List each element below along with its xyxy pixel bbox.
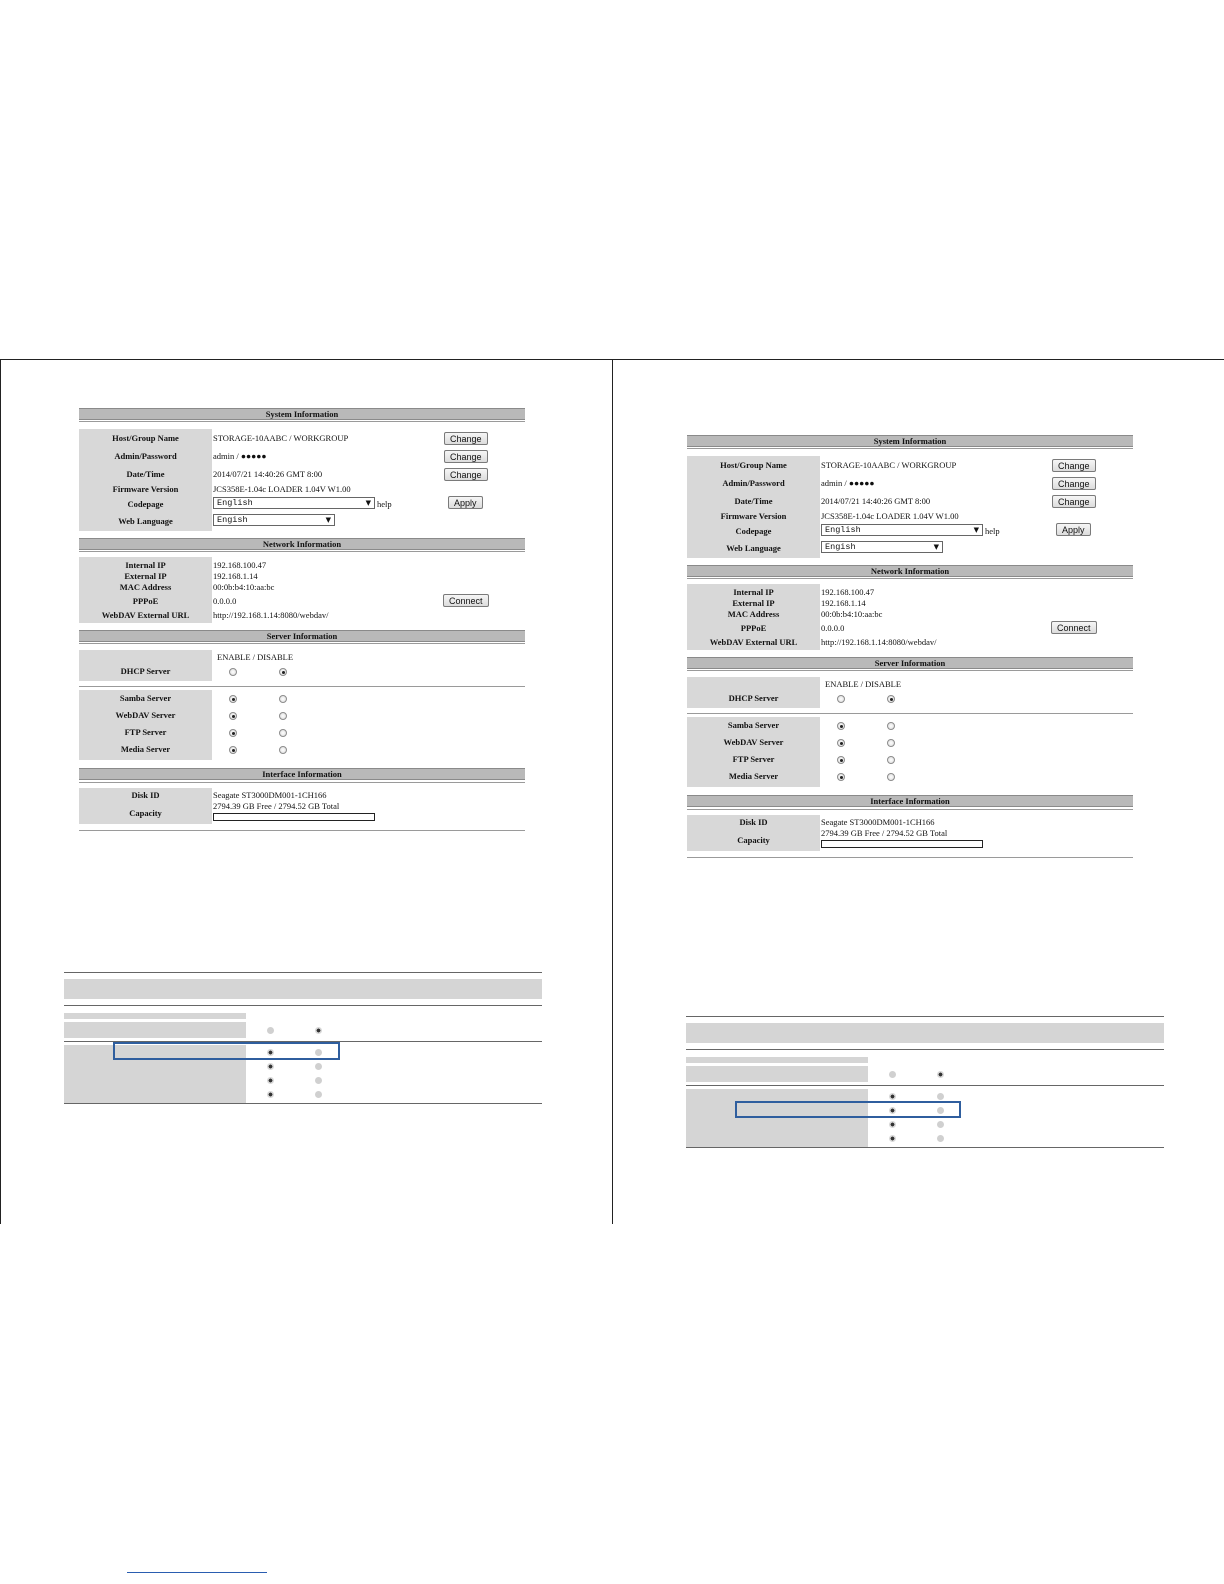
ftp-disable-radio[interactable] <box>887 756 895 764</box>
webdav-disable-radio[interactable] <box>279 712 287 720</box>
divider <box>687 448 1133 449</box>
change-host-button[interactable]: Change <box>1052 459 1096 472</box>
ftp-enable-radio[interactable] <box>889 1121 896 1128</box>
apply-codepage-button[interactable]: Apply <box>1056 523 1091 536</box>
internal-ip-label: Internal IP <box>125 560 166 570</box>
host-value: STORAGE-10AABC / WORKGROUP <box>821 460 957 470</box>
firmware-label: Firmware Version <box>112 484 179 494</box>
webdav-url-label: WebDAV External URL <box>101 610 190 620</box>
firmware-value: JCS358E-1.04c LOADER 1.04V W1.00 <box>821 511 959 521</box>
media-enable-radio[interactable] <box>889 1135 896 1142</box>
server-info-header: Server Information <box>79 630 525 642</box>
samba-disable-radio[interactable] <box>279 695 287 703</box>
label-column <box>64 1013 246 1019</box>
pppoe-label: PPPoE <box>740 623 767 633</box>
internal-ip-value: 192.168.100.47 <box>213 560 267 570</box>
ftp-enable-radio[interactable] <box>229 729 237 737</box>
divider <box>64 1005 542 1006</box>
enable-disable-header: ENABLE / DISABLE <box>217 652 294 662</box>
dhcp-disable-radio[interactable] <box>887 695 895 703</box>
mac-value: 00:0b:b4:10:aa:bc <box>213 582 275 592</box>
divider <box>79 830 525 831</box>
webdav-disable-radio[interactable] <box>887 739 895 747</box>
webdav-enable-radio[interactable] <box>837 739 845 747</box>
divider <box>79 643 525 644</box>
media-enable-radio[interactable] <box>837 773 845 781</box>
ftp-disable-radio[interactable] <box>937 1121 944 1128</box>
weblang-label: Web Language <box>726 543 781 553</box>
weblang-select[interactable] <box>821 541 943 553</box>
ftp-enable-radio[interactable] <box>267 1077 274 1084</box>
mac-label: MAC Address <box>727 609 780 619</box>
server-info-header: Server Information <box>687 657 1133 669</box>
internal-ip-value: 192.168.100.47 <box>821 587 875 597</box>
samba-label: Samba Server <box>119 693 172 703</box>
host-label: Host/Group Name <box>112 433 179 443</box>
weblang-selected-value: Engish <box>825 542 856 552</box>
center-divider <box>612 359 613 1224</box>
capacity-bar <box>821 840 983 848</box>
mac-label: MAC Address <box>119 582 172 592</box>
disk-id-value: Seagate ST3000DM001-1CH166 <box>821 817 935 827</box>
system-info-header: System Information <box>79 408 525 420</box>
divider <box>64 972 542 973</box>
codepage-label: Codepage <box>127 499 164 509</box>
ftp-disable-radio[interactable] <box>315 1077 322 1084</box>
codepage-select[interactable] <box>821 524 983 536</box>
webdav-label: WebDAV Server <box>723 737 784 747</box>
media-disable-radio[interactable] <box>937 1135 944 1142</box>
firmware-value: JCS358E-1.04c LOADER 1.04V W1.00 <box>213 484 351 494</box>
divider <box>686 1049 1164 1050</box>
internal-ip-label: Internal IP <box>733 587 774 597</box>
change-password-button[interactable]: Change <box>1052 477 1096 490</box>
samba-enable-radio[interactable] <box>229 695 237 703</box>
webdav-enable-radio[interactable] <box>229 712 237 720</box>
dhcp-enable-radio[interactable] <box>229 668 237 676</box>
pppoe-value: 0.0.0.0 <box>213 596 237 606</box>
dhcp-enable-radio[interactable] <box>889 1071 896 1078</box>
divider <box>687 857 1133 858</box>
divider <box>687 578 1133 579</box>
divider <box>686 1147 1164 1148</box>
dropdown-arrow-icon: ▼ <box>973 526 979 534</box>
codepage-label: Codepage <box>735 526 772 536</box>
webdav-url-value: http://192.168.1.14:8080/webdav/ <box>821 637 937 647</box>
dhcp-disable-radio[interactable] <box>937 1071 944 1078</box>
external-ip-value: 192.168.1.14 <box>213 571 258 581</box>
media-disable-radio[interactable] <box>279 746 287 754</box>
admin-label: Admin/Password <box>114 451 177 461</box>
media-enable-radio[interactable] <box>267 1091 274 1098</box>
disk-id-label: Disk ID <box>131 790 160 800</box>
zoomed-server-settings-left <box>64 972 542 1102</box>
help-link[interactable]: help <box>985 526 1000 536</box>
webdav-enable-radio[interactable] <box>267 1063 274 1070</box>
connect-button[interactable]: Connect <box>1051 621 1097 634</box>
server-info-header-blurred <box>686 1023 1164 1043</box>
datetime-value: 2014/07/21 14:40:26 GMT 8:00 <box>213 469 323 479</box>
codepage-select[interactable] <box>213 497 375 509</box>
help-link[interactable]: help <box>377 499 392 509</box>
mac-value: 00:0b:b4:10:aa:bc <box>821 609 883 619</box>
codepage-selected-value: English <box>217 498 253 508</box>
label-column <box>64 1022 246 1038</box>
webdav-disable-radio[interactable] <box>315 1063 322 1070</box>
webdav-label: WebDAV Server <box>115 710 176 720</box>
weblang-select[interactable] <box>213 514 335 526</box>
webdav-row-highlight <box>735 1101 961 1118</box>
dropdown-arrow-icon: ▼ <box>325 516 331 524</box>
host-value: STORAGE-10AABC / WORKGROUP <box>213 433 349 443</box>
host-label: Host/Group Name <box>720 460 787 470</box>
interface-info-header: Interface Information <box>687 795 1133 807</box>
capacity-value: 2794.39 GB Free / 2794.52 GB Total <box>213 801 340 811</box>
dhcp-label: DHCP Server <box>120 666 171 676</box>
divider <box>79 551 525 552</box>
codepage-selected-value: English <box>825 525 861 535</box>
divider <box>687 670 1133 671</box>
datetime-label: Date/Time <box>734 496 773 506</box>
zoomed-server-settings-right <box>686 1016 1164 1150</box>
webdav-url-value: http://192.168.1.14:8080/webdav/ <box>213 610 329 620</box>
weblang-label: Web Language <box>118 516 173 526</box>
label-column <box>686 1089 868 1147</box>
external-ip-value: 192.168.1.14 <box>821 598 866 608</box>
dhcp-label: DHCP Server <box>728 693 779 703</box>
change-datetime-button[interactable]: Change <box>1052 495 1096 508</box>
network-info-header: Network Information <box>687 565 1133 577</box>
dhcp-enable-radio[interactable] <box>837 695 845 703</box>
dropdown-arrow-icon: ▼ <box>365 499 371 507</box>
media-disable-radio[interactable] <box>887 773 895 781</box>
weblang-selected-value: Engish <box>217 515 248 525</box>
divider <box>686 1016 1164 1017</box>
ftp-label: FTP Server <box>732 754 775 764</box>
external-ip-label: External IP <box>124 571 167 581</box>
webdav-url-label: WebDAV External URL <box>709 637 798 647</box>
change-host-button[interactable]: Change <box>444 432 488 445</box>
dhcp-disable-radio[interactable] <box>279 668 287 676</box>
divider <box>687 713 1133 714</box>
dhcp-disable-radio[interactable] <box>315 1027 322 1034</box>
capacity-bar <box>213 813 375 821</box>
change-password-button[interactable]: Change <box>444 450 488 463</box>
divider <box>79 686 525 687</box>
enable-disable-header: ENABLE / DISABLE <box>825 679 902 689</box>
media-label: Media Server <box>120 744 171 754</box>
datetime-value: 2014/07/21 14:40:26 GMT 8:00 <box>821 496 931 506</box>
admin-value: admin / ●●●●● <box>821 478 875 488</box>
interface-info-header: Interface Information <box>79 768 525 780</box>
dropdown-arrow-icon: ▼ <box>933 543 939 551</box>
ftp-disable-radio[interactable] <box>279 729 287 737</box>
label-column <box>686 1057 868 1063</box>
disk-id-label: Disk ID <box>739 817 768 827</box>
capacity-label: Capacity <box>129 808 162 818</box>
samba-enable-radio[interactable] <box>889 1093 896 1100</box>
connect-button[interactable]: Connect <box>443 594 489 607</box>
pppoe-value: 0.0.0.0 <box>821 623 845 633</box>
divider <box>64 1103 542 1104</box>
network-info-header: Network Information <box>79 538 525 550</box>
label-column <box>686 1066 868 1082</box>
samba-disable-radio[interactable] <box>887 722 895 730</box>
firmware-label: Firmware Version <box>720 511 787 521</box>
datetime-label: Date/Time <box>126 469 165 479</box>
divider <box>79 421 525 422</box>
dhcp-enable-radio[interactable] <box>267 1027 274 1034</box>
left-panel-border <box>0 359 1 1224</box>
samba-enable-radio[interactable] <box>837 722 845 730</box>
divider <box>79 782 525 783</box>
change-datetime-button[interactable]: Change <box>444 468 488 481</box>
disk-id-value: Seagate ST3000DM001-1CH166 <box>213 790 327 800</box>
samba-label: Samba Server <box>727 720 780 730</box>
pppoe-label: PPPoE <box>132 596 159 606</box>
media-label: Media Server <box>728 771 779 781</box>
ftp-enable-radio[interactable] <box>837 756 845 764</box>
apply-codepage-button[interactable]: Apply <box>448 496 483 509</box>
ftp-label: FTP Server <box>124 727 167 737</box>
external-ip-label: External IP <box>732 598 775 608</box>
divider <box>686 1085 1164 1086</box>
admin-label: Admin/Password <box>722 478 785 488</box>
admin-value: admin / ●●●●● <box>213 451 267 461</box>
footer-link-underline[interactable] <box>127 1572 267 1573</box>
system-info-header: System Information <box>687 435 1133 447</box>
server-info-header-blurred <box>64 979 542 999</box>
samba-disable-radio[interactable] <box>937 1093 944 1100</box>
media-enable-radio[interactable] <box>229 746 237 754</box>
divider <box>687 809 1133 810</box>
media-disable-radio[interactable] <box>315 1091 322 1098</box>
capacity-value: 2794.39 GB Free / 2794.52 GB Total <box>821 828 948 838</box>
samba-row-highlight <box>113 1042 340 1060</box>
capacity-label: Capacity <box>737 835 770 845</box>
